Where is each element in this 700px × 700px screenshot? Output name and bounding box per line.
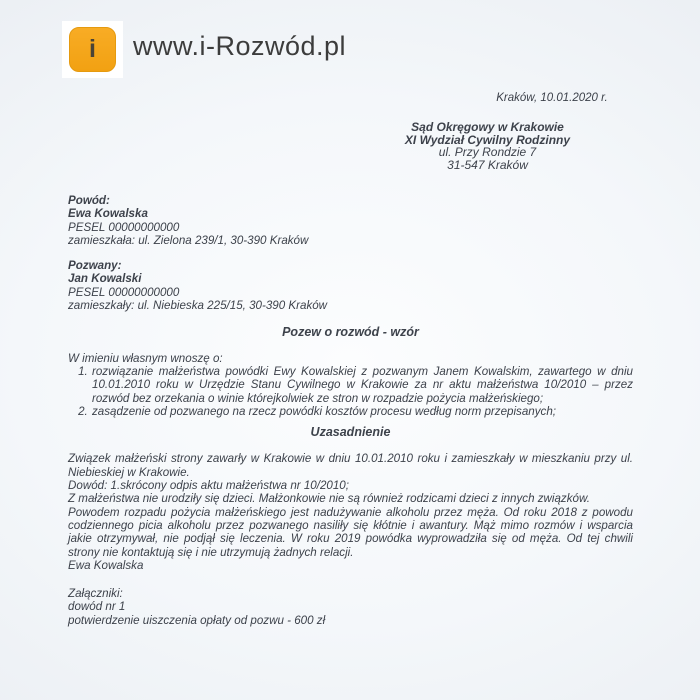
justification-paragraph: Związek małżeński strony zawarły w Krakowie w dniu 10.01.2010 roku i zamieszkały w mieszkaniu przy ul. Niebieskiej w Krakowie. <box>68 452 633 479</box>
attachment-item: dowód nr 1 <box>68 600 126 614</box>
plaintiff-name: Ewa Kowalska <box>68 207 148 221</box>
defendant-address: zamieszkały: ul. Niebieska 225/15, 30-390 Kraków <box>68 299 328 313</box>
signature-name: Ewa Kowalska <box>68 558 144 572</box>
defendant-role-label: Pozwany: <box>68 259 122 273</box>
claim-item: 2. zasądzenie od pozwanego na rzecz powódki kosztów procesu według norm przepisanych; <box>91 405 633 418</box>
attachments-title: Załączniki: <box>68 587 123 601</box>
petition-title: Pozew o rozwód - wzór <box>282 325 419 340</box>
court-name: Sąd Okręgowy w Krakowie <box>411 120 564 134</box>
plaintiff-block <box>68 194 633 247</box>
site-title: www.i-Rozwód.pl <box>133 31 347 61</box>
document-body <box>68 194 633 627</box>
attachment-item: potwierdzenie uiszczenia opłaty od pozwu - 600 zł <box>68 613 326 627</box>
justification-paragraph: Dowód: 1.skrócony odpis aktu małżeństwa nr 10/2010; <box>68 479 349 493</box>
defendant-pesel: PESEL 00000000000 <box>68 285 180 299</box>
claims-list <box>68 365 633 418</box>
court-address-block <box>340 121 635 172</box>
court-street: ul. Przy Rondzie 7 <box>438 145 537 160</box>
defendant-block <box>68 259 633 312</box>
justification-title: Uzasadnienie <box>310 425 391 440</box>
claim-item: 1. rozwiązanie małżeństwa powódki Ewy Kowalskiej z pozwanym Janem Kowalskim, zawartego w dniu 10.01.2010 roku w Urzędzie Stanu Cywilnego w Krakowie za nr aktu małżeństwa 10/2010 – przez rozwód bez orzekania o winie którejkolwiek ze stron w rozpadzie pożycia małżeńskiego; <box>91 365 633 405</box>
site-logo <box>62 21 123 78</box>
defendant-name: Jan Kowalski <box>68 272 142 286</box>
attachments-block <box>68 587 633 627</box>
plaintiff-role-label: Powód: <box>68 194 110 207</box>
petition-intro: W imieniu własnym wnoszę o: <box>68 351 223 365</box>
date-line: Kraków, 10.01.2020 r. <box>496 92 608 104</box>
logo-i-icon <box>69 27 116 72</box>
justification-paragraph: Z małżeństwa nie urodziły się dzieci. Małżonkowie nie są również rodzicami dzieci z innych związków. <box>68 492 590 506</box>
justification-paragraph: Powodem rozpadu pożycia małżeńskiego jest nadużywanie alkoholu przez męża. Od roku 2018 z powodu codziennego picia alkoholu przez pozwanego nasiliły się kłótnie i awantury. Mąż mimo rozmów i wsparcia jakie otrzymywał, nie podjął się leczenia. W roku 2019 powódka wyprowadziła się od męża. Od tej chwili strony nie kontaktują się i nie utrzymują żadnych relacji. <box>68 505 633 559</box>
plaintiff-pesel: PESEL 00000000000 <box>68 220 180 234</box>
court-city: 31-547 Kraków <box>447 158 528 173</box>
court-division: XI Wydział Cywilny Rodzinny <box>404 132 571 147</box>
logo-letter: i <box>89 35 96 63</box>
plaintiff-address: zamieszkała: ul. Zielona 239/1, 30-390 Kraków <box>68 233 309 247</box>
